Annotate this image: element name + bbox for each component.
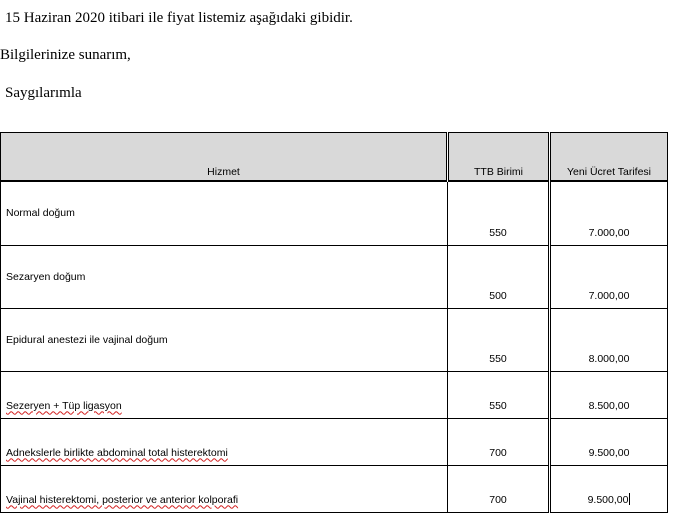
fee-cell[interactable]: 8.500,00 [550,371,668,418]
intro-greeting-line: Bilgilerinize sunarım, [0,47,131,63]
fee-cell[interactable]: 7.000,00 [550,245,668,308]
header-ttb-unit: TTB Birimi [448,133,550,182]
table-row [1,371,668,418]
service-cell[interactable]: Sezaryen doğum [1,245,448,308]
fee-cell[interactable]: 9.500,00 [550,418,668,465]
service-text: Adnekslerle birlikte abdominal total histerektomi [6,446,228,459]
table-header-row [1,133,668,182]
ttb-cell[interactable]: 700 [448,418,550,465]
ttb-cell[interactable]: 500 [448,245,550,308]
ttb-cell[interactable]: 700 [448,465,550,512]
service-cell[interactable] [1,465,448,512]
fee-cell[interactable] [550,465,668,512]
table-row [1,465,668,512]
header-service: Hizmet [1,133,448,182]
ttb-cell[interactable]: 550 [448,181,550,245]
service-cell[interactable]: Epidural anestezi ile vajinal doğum [1,308,448,371]
fee-text: 9.500,00 [587,493,629,506]
price-table [0,132,668,513]
fee-cell[interactable]: 7.000,00 [550,181,668,245]
service-text: Vajinal histerektomi, posterior ve anterior kolporafi [6,493,239,506]
fee-cell[interactable]: 8.000,00 [550,308,668,371]
service-text: Sezeryen + Tüp ligasyon [6,399,122,412]
service-cell[interactable] [1,371,448,418]
table-row [1,245,668,308]
table-row [1,418,668,465]
table-row [1,181,668,245]
header-new-fee: Yeni Ücret Tarifesi [550,133,668,182]
ttb-cell[interactable]: 550 [448,308,550,371]
intro-date-line: 15 Haziran 2020 itibari ile fiyat listemiz aşağıdaki gibidir. [5,10,353,26]
text-cursor [629,493,630,505]
table-row [1,308,668,371]
service-cell[interactable] [1,418,448,465]
service-cell[interactable]: Normal doğum [1,181,448,245]
intro-closing-line: Saygılarımla [5,85,82,101]
ttb-cell[interactable]: 550 [448,371,550,418]
